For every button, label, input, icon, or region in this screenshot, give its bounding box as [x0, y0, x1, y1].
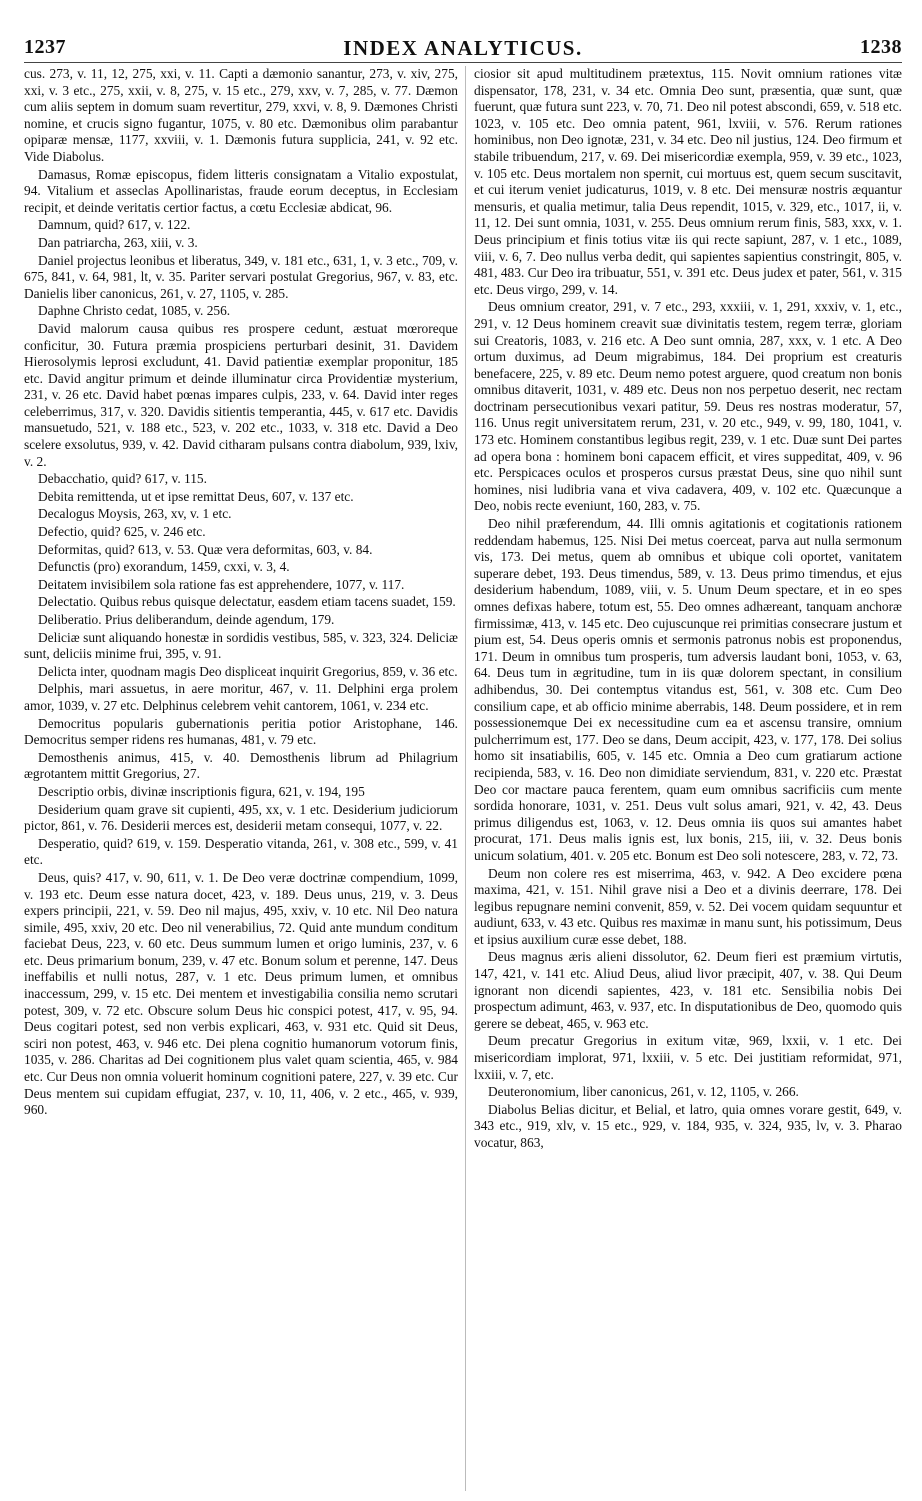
index-entry: Daphne Christo cedat, 1085, v. 256. [38, 303, 231, 319]
index-entry: Deformitas, quid? 613, v. 53. Quæ vera deformitas, 603, v. 84. [38, 541, 373, 557]
index-entry: Demosthenis animus, 415, v. 40. Demosthenis librum ad Philagrium ægrotantem mittit Gregorius, 27. [24, 749, 458, 782]
index-entry: Delphis, mari assuetus, in aere moritur, 467, v. 11. Delphini erga prolem amor, 1039, v. 27 etc. Delphinus celebrem vehit cantorem, 1061, v. 234 etc. [24, 681, 458, 713]
right-column [474, 66, 902, 1491]
index-entry: Deum non colere res est miserrima, 463, v. 942. A Deo excidere pœna maxima, 421, v. 151. Nihil grave nisi a Deo et a divinis deerrare, 178. Dei legibus repugnare nemini convenit, 859, v. 52. Dei vocem quidam sequuntur et audiunt, 633, v. 43 etc. Quibus res maximæ in manu sunt, his potissimum, Deus et ipsius auxilium curæ esse debet, 188. [474, 865, 902, 947]
index-entry: Deliciæ sunt aliquando honestæ in sordidis vestibus, 585, v. 323, 324. Deliciæ sunt, deliciis minime frui, 395, v. 91. [24, 629, 458, 662]
index-entry: Diabolus Belias dicitur, et Belial, et latro, quia omnes vorare gestit, 649, v. 343 etc., 919, xlv, v. 15 etc., 929, v. 184, 935, v. 324, 935, lv, v. 3. Pharao vocatur, 863, [474, 1101, 902, 1150]
index-entry: Desperatio, quid? 619, v. 159. Desperatio vitanda, 261, v. 308 etc., 599, v. 41 etc. [24, 835, 458, 868]
index-entry: ciosior sit apud multitudinem prætextus, 115. Novit omnium rationes vitæ dispensator, 178, 231, v. 34 etc. Omnia Deo sunt, præsentia, quæ sunt, quæ fuerunt, quæ futura sunt 223, v. 70, 71. Deo nil potest abscondi, 659, v. 518 etc. 1023, v. 105 etc. Deo omnia patent, 961, lxviii, v. 576. Rerum rationes hominibus, non Deo ignotæ, 231, v. 34 etc. Deo nil justius, 124. Deo firmum et stabile tribuendum, 217, v. 69. Dei misericordiæ exempla, 959, v. 39 etc., 1023, v. 105 etc. Deus mortalem non spernit, cui mortuus est, quem secum suscitavit, et cui iterum veniet judicaturus, 1019, v. 8 etc. Dei mensuræ nostris æquantur mensuris, et qualia metimur, talia Deus rependit, 1015, v. 329, etc., 1017, ii, v. 11, 12. Dei sunt omnia, 1031, v. 255. Deus omnium rerum finis, 583, xxx, v. 1. Deus principium et finis totius vitæ iis qui recte sapiunt, 287, v. 1 etc., 1089, viii, v. 6, 7. Deo nullus verba dedit, qui sapientes sapientius constringit, 805, v. 481, 483. Cur Deo ira tribuatur, 551, v. 391 etc. Deus judex et pater, 561, v. 315 etc. Deus virgo, 299, v. 14. [474, 66, 902, 297]
index-entry: Desiderium quam grave sit cupienti, 495, xx, v. 1 etc. Desiderium judiciorum pictor, 861, v. 76. Desiderii merces est, desiderii metam consequi, 1077, v. 22. [24, 801, 458, 834]
page-number-right: 1238 [860, 36, 902, 58]
index-entry: Damnum, quid? 617, v. 122. [38, 217, 191, 233]
index-entry: Defunctis (pro) exorandum, 1459, cxxi, v. 3, 4. [38, 559, 290, 575]
page-number-left: 1237 [24, 36, 66, 58]
index-entry: Deum precatur Gregorius in exitum vitæ, 969, lxxii, v. 1 etc. Dei misericordiam implorat, 971, lxxiii, v. 5 etc. Dei justitiam reformidat, 971, lxxiii, v. 7, etc. [474, 1033, 902, 1082]
index-entry: Deo nihil præferendum, 44. Illi omnis agitationis et cogitationis rationem reddendam habemus, 125. Nisi Dei metus coerceat, parva aut nulla sermonum vis, 173. Dei metus, quem ab omnibus et ubique coli oportet, vanitatem superare debet, 193. Deus timendus, 589, v. 13. Deus primo timendus, et ejus desiderium habendum, 1089, viii, v. 5. Unum Deum spectare, et in eo spes omnes defixas habere, totum est, 55. Deo omnes adhæreant, tanquam anchoræ firmissimæ, 413, v. 145 etc. Deo cujuscunque rei primitias consecrare justum et pium est, 54. Deus operis omnis et sermonis patronus nobis est proponendus, 171. Deum in omnibus tum prosperis, tum adversis laudant boni, 1053, v. 63, 64. Deus tum in ægritudine, tum in iis quæ dolorem spectant, in consilium adhibendus, 30. Dei contemptus vitandus est, 561, v. 308 etc. Cum Deo consilium cape, et ab officio minime aberrabis, 148. Deum possidere, et in rem possessionemque Dei ex necessitudine cum ea et ascensu transire, omnium pulcherrimum est, 177. Deo se dans, Deum accipit, 423, v. 177, 178. Dei solius homo sit insatiabilis, 605, v. 145 etc. Omnia a Deo cum gratiarum actione recipienda, 583, v. 16. Deo non dimidiate serviendum, 831, v. 220 etc. Præstat Deo cor mactare pauca ferentem, quam eum omnibus sacrificiis cum mente sordida honorare, 1031, v. 251. Deus vult solus amari, 921, v. 42, 43. Deus primus diligendus est, 1063, v. 12. Deus omnia iis quos sui amantes habet procurat, 171. Deus malis ignis est, lux bonis, 215, iii, v. 32. Deus bonis unicum solatium, 401. v. 205 etc. Bonum est Deo soli notescere, 283, v. 72, 73. [474, 516, 902, 863]
index-entry: Damasus, Romæ episcopus, fidem litteris consignatam a Vitalio expostulat, 94. Vitalium et asseclas Apollinaristas, fraude eorum deceptus, in Ecclesiam recipit, et deinde veritatis certior factus, a cœtu Ecclesiæ abdicat, 96. [24, 166, 458, 215]
index-entry: Decalogus Moysis, 263, xv, v. 1 etc. [38, 506, 232, 522]
index-entry: Deus, quis? 417, v. 90, 611, v. 1. De Deo veræ doctrinæ compendium, 1099, v. 193 etc. Deum esse natura docet, 423, v. 189. Deus unus, 219, v. 3. Deus expers principii, 221, v. 59. Deo nil majus, 495, xxiv, v. 10 etc. Nil Deo natura simile, 495, xxiv, 20 etc. Deo nil venerabilius, 72. Quid ante mundum conditum faciebat Deus, 223, v. 60 etc. Deus summum lumen et origo luminis, 237, v. 6 etc. Deus primarium bonum, 239, v. 47 etc. Bonum solum et perenne, 147. Deus ineffabilis et nulli notus, 287, v. 1 etc. Deus primum lumen, et omnibus inaccessum, 299, v. 15 etc. Dei mentem et investigabilia consilia nemo scrutari potest, 309, v. 72 etc. Obscure solum Deus hic conspici potest, 417, v. 95, 94. Deus cogitari potest, sed non verbis explicari, 463, v. 931 etc. Quid sit Deus, sciri non potest, 463, v. 946 etc. Dei plena cognitio humanorum votorum finis, 1035, v. 286. Charitas ad Dei cognitionem plus valet quam scientia, 465, v. 984 etc. Cur Deus non omnia voluerit hominum cognitioni patere, 227, v. 39 etc. Cur Deus mentem sui cupidam effugiat, 237, v. 10, 11, 406, v. 2 etc., 465, v. 939, 960. [24, 869, 458, 1118]
header-rule [24, 62, 902, 63]
column-divider [465, 66, 466, 1491]
index-entry: cus. 273, v. 11, 12, 275, xxi, v. 11. Capti a dæmonio sanantur, 273, v. xiv, 275, xxi, v. 3 etc., 275, xxii, v. 8, 275, v. 15 etc., 279, xxv, v. 7, 285, v. 77. Dæmon cum aliis septem in domum suam revertitur, 279, xxvi, v. 8, 9. Dæmones Christi nomine, et crucis signo fugantur, 1075, v. 80 etc. Dæmonibus olim parabantur opiparæ mensæ, 1177, xxviii, v. 1. Dæmonis futura supplicia, 241, v. 92 etc. Vide Diabolus. [24, 66, 458, 164]
index-entry: Daniel projectus leonibus et liberatus, 349, v. 181 etc., 631, 1, v. 3 etc., 709, v. 675, 841, v. 64, 981, lt, v. 35. Pariter servari postulat Gregorius, 967, v. 83, etc. Danielis liber canonicus, 261, v. 27, 1105, v. 285. [24, 252, 458, 301]
index-entry: Debacchatio, quid? 617, v. 115. [38, 471, 207, 487]
left-column [24, 66, 458, 1491]
index-entry: Deliberatio. Prius deliberandum, deinde agendum, 179. [38, 612, 335, 627]
running-head [24, 36, 902, 62]
index-entry: Dan patriarcha, 263, xiii, v. 3. [38, 234, 198, 250]
index-entry: Delicta inter, quodnam magis Deo displiceat inquirit Gregorius, 859, v. 36 etc. [38, 663, 458, 679]
index-entry: David malorum causa quibus res prospere cedunt, æstuat mœroreque conficitur, 30. Futura præmia prospiciens perturbari desinit, 31. Davidem Hierosolymis leprosi excludunt, 41. David patientiæ exemplar proponitur, 185 etc. David angitur primum et deinde illuminatur circa Providentiæ mysterium, 231, v. 26 etc. David habet pœnas impares culpis, 233, v. 64. David inter reges celeberrimus, 317, v. 320. Davidis sitientis temperantia, 445, v. 617 etc. Davidis mansuetudo, 521, v. 188 etc., 523, v. 202 etc., 1033, v. 318 etc. David a Deo scelere exsolutus, 939, v. 42. David citharam pulsans contra diabolum, 939, lxiv, v. 2. [24, 320, 458, 469]
page-title: INDEX ANALYTICUS. [343, 36, 583, 60]
index-entry: Democritus popularis gubernationis peritia potior Aristophane, 146. Democritus semper ridens res humanas, 481, v. 79 etc. [24, 715, 458, 748]
index-entry: Descriptio orbis, divinæ inscriptionis figura, 621, v. 194, 195 [38, 783, 365, 799]
index-entry: Defectio, quid? 625, v. 246 etc. [38, 524, 206, 540]
index-entry: Debita remittenda, ut et ipse remittat Deus, 607, v. 137 etc. [38, 488, 354, 504]
index-entry: Deitatem invisibilem sola ratione fas est apprehendere, 1077, v. 117. [38, 576, 405, 592]
index-entry: Deuteronomium, liber canonicus, 261, v. 12, 1105, v. 266. [488, 1084, 799, 1100]
index-entry: Deus omnium creator, 291, v. 7 etc., 293, xxxiii, v. 1, 291, xxxiv, v. 1, etc., 291, v. 12 Deus hominem creavit suæ divinitatis testem, regem terræ, gloriam sui Creatoris, 1083, v. 216 etc. A Deo sunt omnia, 287, xxx, v. 1 etc. A Deo ortum duximus, ad Deum migrabimus, 184. Dei proprium est creaturis benefacere, 225, v. 89 etc. Deum nemo potest arguere, quod creatum non bonis omnibus ditaverit, 1031, v. 489 etc. Deus non nos perpetuo deserit, nec rectam doctrinam persecutionibus vexari patitur, 59. Deus res nostras moderatur, 57, 116. Unus regit universitatem rerum, 231, v. 20 etc., 949, v. 99, 180, 1041, v. 173 etc. Hominem constantibus legibus regit, 239, v. 1 etc. Duæ sunt Dei partes ad opera bona : hominem boni capacem efficit, et vires suppeditat, 409, v. 96 etc. Perspicaces oculos et prosperos cursus præstat Deus, sine quo nihil sunt homines, nisi ludibria vana et viva cadavera, 409, v. 102 etc. Quæcunque a Deo, nobis recte eveniunt, 160, 283, v. 75. [474, 299, 902, 514]
index-entry: Deus magnus æris alieni dissolutor, 62. Deum fieri est præmium virtutis, 147, 421, v. 141 etc. Aliud Deus, aliud livor præcipit, 407, v. 38. Qui Deum ignorant non dicendi sapientes, 423, v. 181 etc. Sensibilia nobis Dei prospectum adimunt, 463, v. 937, etc. In disputationibus de Deo, quomodo quis gerere se debeat, 465, v. 963 etc. [474, 949, 902, 1031]
index-entry: Delectatio. Quibus rebus quisque delectatur, easdem etiam tacens suadet, 159. [38, 594, 456, 610]
